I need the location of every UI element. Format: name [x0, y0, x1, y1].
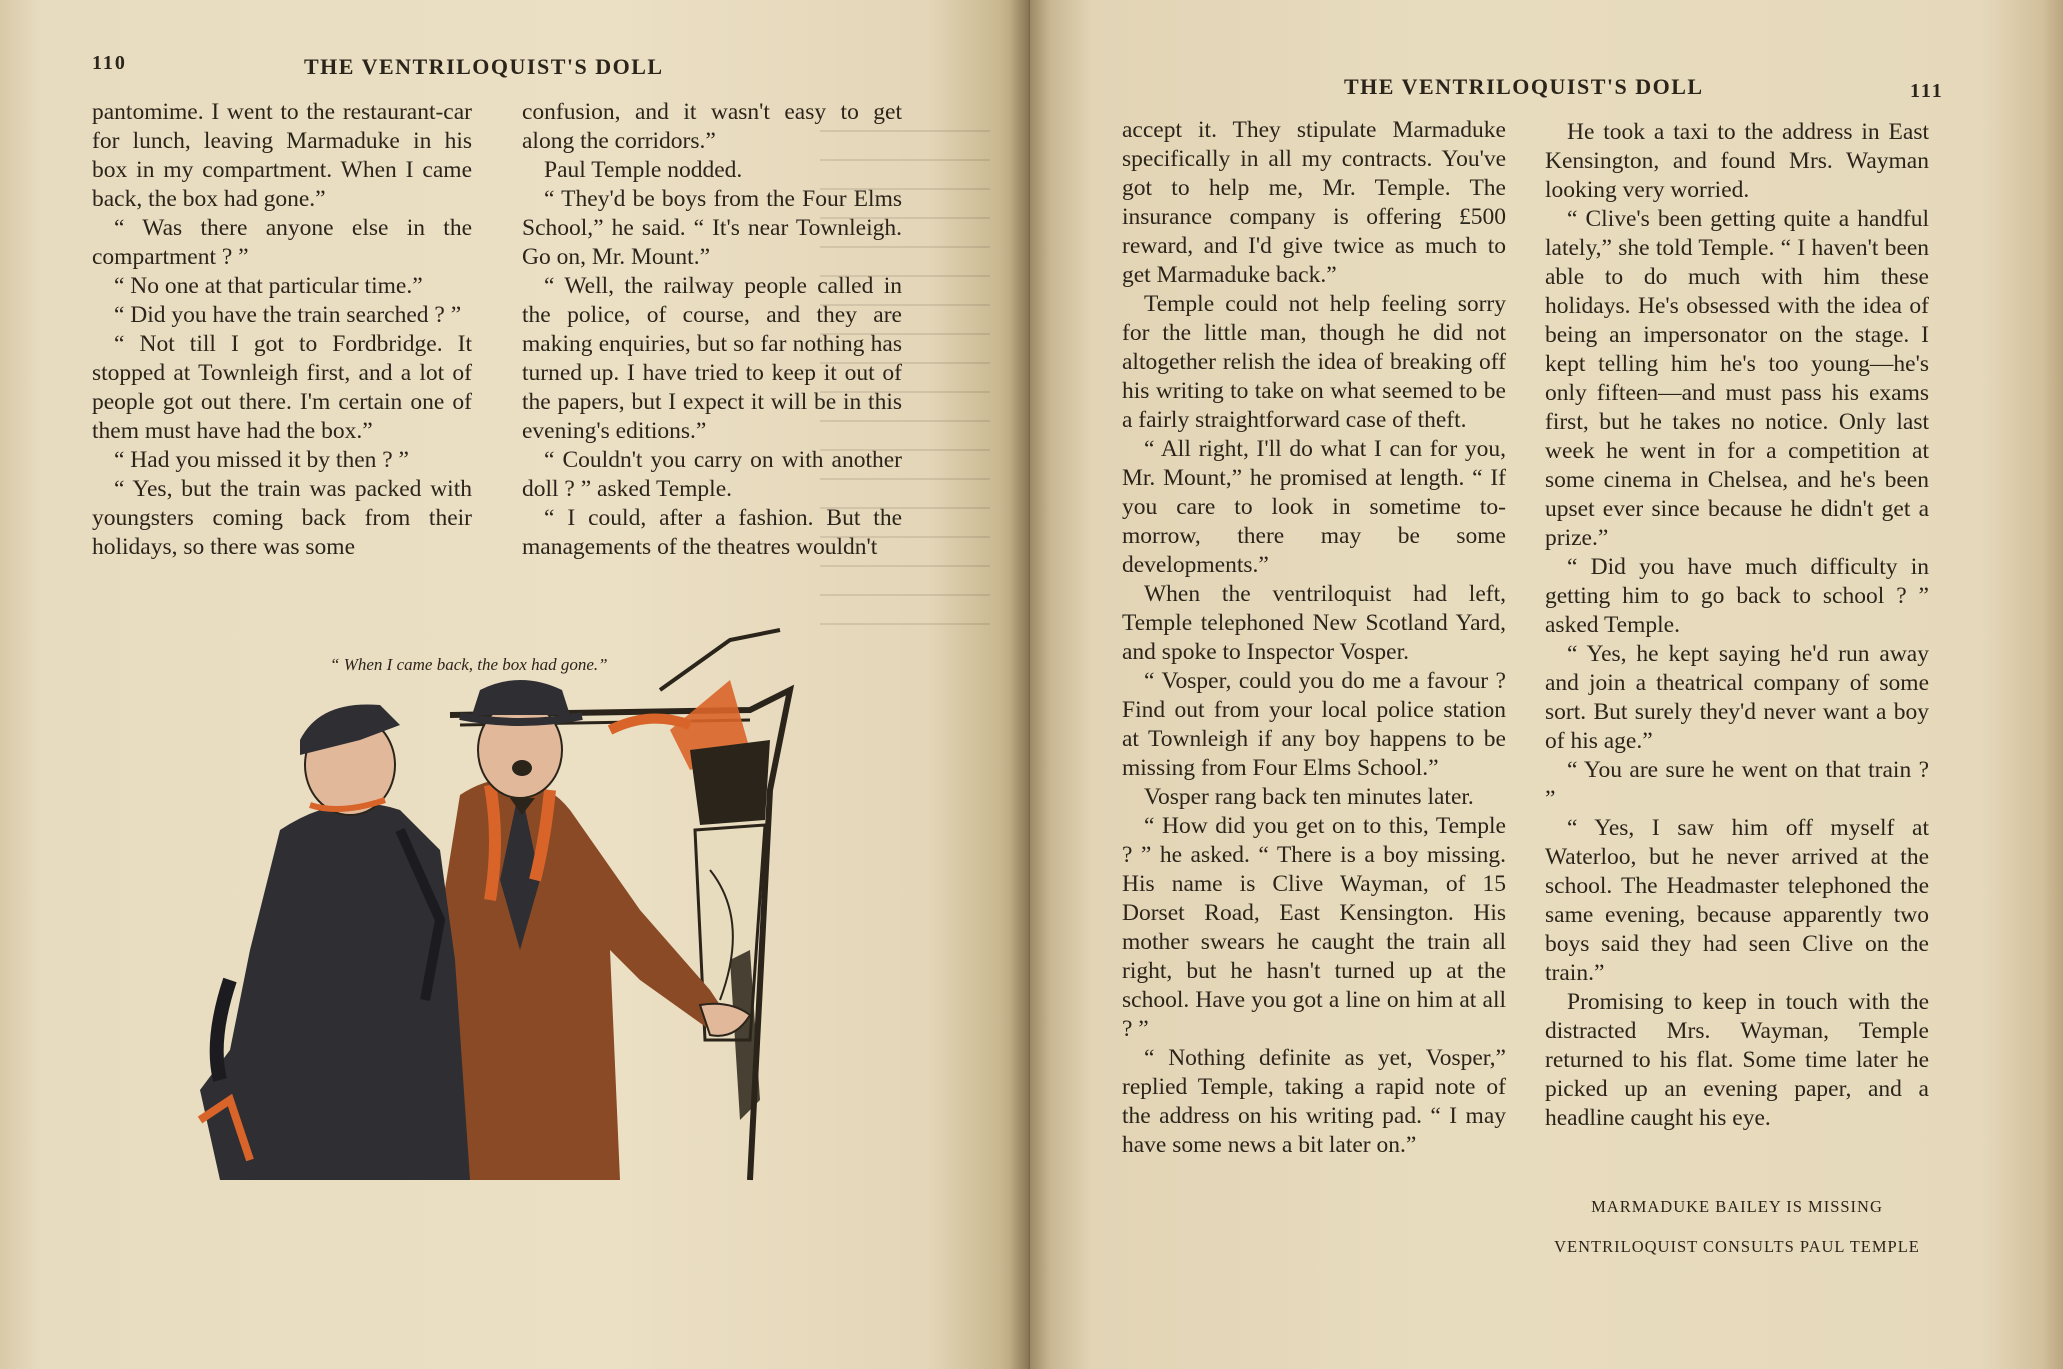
right-page-number: 111	[1910, 80, 1944, 102]
paragraph: Paul Temple nodded.	[544, 157, 743, 183]
paragraph: “ Not till I got to Fordbridge. It stopped at Townleigh first, and a lot of people got out there. I'm certain one of them must have had the box.”	[92, 331, 472, 444]
paragraph: “ Had you missed it by then ? ”	[114, 447, 409, 473]
paragraph: “ Clive's been getting quite a handful lately,” she told Temple. “ I haven't been able to do much with him these holidays. He's obsessed with the idea of being an impersonator on the stage. I kept telling him he's too young—he's only fifteen—and must pass his exams first, but he takes no notice. Only last week he went in for a competition at some cinema in Chelsea, and he's been upset ever since because he didn't get a prize.”	[1545, 206, 1929, 551]
official-figure	[200, 704, 470, 1180]
left-running-head: THE VENTRILOQUIST'S DOLL	[304, 54, 664, 79]
paragraph: “ Yes, he kept saying he'd run away and join a theatrical company of some sort. But surely they'd never want a boy of his age.”	[1545, 641, 1929, 754]
right-running-head: THE VENTRILOQUIST'S DOLL	[1344, 74, 1704, 99]
paragraph: “ Yes, I saw him off myself at Waterloo, but he never arrived at the school. The Headmaster telephoned the same evening, because apparently two boys said they had seen Clive on the train.”	[1545, 815, 1929, 986]
paragraph: “ Was there anyone else in the compartment ? ”	[92, 215, 472, 270]
paragraph: “ How did you get on to this, Temple ? ” he asked. “ There is a boy missing. His name is Clive Wayman, of 15 Dorset Road, East Kensington. His mother swears he caught the train all right, but he hasn't turned up at the school. Have you got a line on him at all ? ”	[1122, 813, 1506, 1042]
paragraph: pantomime. I went to the restaurant-car for lunch, leaving Marmaduke in his box in my compartment. When I came back, the box had gone.”	[92, 99, 472, 212]
paragraph: “ They'd be boys from the Four Elms School,” he said. “ It's near Townleigh. Go on, Mr. Mount.”	[522, 186, 902, 270]
paragraph: Promising to keep in touch with the distracted Mrs. Wayman, Temple returned to his flat. Some time later he picked up an evening paper, and a headline caught his eye.	[1545, 989, 1929, 1131]
paragraph: “ Well, the railway people called in the police, of course, and they are making enquiries, but so far nothing has turned up. I have tried to keep it out of the papers, but I expect it will be in this evening's editions.”	[522, 273, 902, 444]
paragraph: “ I could, after a fashion. But the managements of the theatres wouldn't	[522, 505, 902, 560]
right-page	[1030, 0, 2063, 1369]
paragraph: Temple could not help feeling sorry for the little man, though he did not altogether relish the idea of breaking off his writing to take on what seemed to be a fairly straightforward case of theft.	[1122, 291, 1506, 433]
paragraph: “ Yes, but the train was packed with youngsters coming back from their holidays, so there was some	[92, 476, 472, 560]
show-through-text	[820, 130, 990, 650]
paragraph: accept it. They stipulate Marmaduke specifically in all my contracts. You've got to help me, Mr. Temple. The insurance company is offering £500 reward, and I'd give twice as much to get Marmaduke back.”	[1122, 117, 1506, 288]
paragraph: “ No one at that particular time.”	[114, 273, 423, 299]
right-column-2	[1545, 118, 1929, 1133]
left-page	[0, 0, 1030, 1369]
paragraph: “ Did you have much difficulty in getting him to go back to school ? ” asked Temple.	[1545, 554, 1929, 638]
paragraph: “ Couldn't you carry on with another doll ? ” asked Temple.	[522, 447, 902, 502]
paragraph: When the ventriloquist had left, Temple telephoned New Scotland Yard, and spoke to Inspector Vosper.	[1122, 581, 1506, 665]
paragraph: “ Nothing definite as yet, Vosper,” replied Temple, taking a rapid note of the address on his writing pad. “ I may have some news a bit later on.”	[1122, 1045, 1506, 1158]
paragraph: confusion, and it wasn't easy to get along the corridors.”	[522, 99, 902, 154]
left-column-1	[92, 98, 472, 562]
paragraph: He took a taxi to the address in East Kensington, and found Mrs. Wayman looking very worried.	[1545, 119, 1929, 203]
paragraph: “ You are sure he went on that train ? ”	[1545, 757, 1929, 812]
paragraph: Vosper rang back ten minutes later.	[1144, 784, 1474, 810]
paragraph: “ Did you have the train searched ? ”	[114, 302, 462, 328]
left-page-number: 110	[92, 52, 127, 74]
paragraph: “ Vosper, could you do me a favour ? Find out from your local police station at Townleigh if any boy happens to be missing from Four Elms School.”	[1122, 668, 1506, 781]
newspaper-headline-1: MARMADUKE BAILEY IS MISSING	[1591, 1197, 1883, 1216]
right-column-1	[1122, 116, 1506, 1160]
newspaper-headline-2: VENTRILOQUIST CONSULTS PAUL TEMPLE	[1554, 1237, 1920, 1256]
paragraph: “ All right, I'll do what I can for you, Mr. Mount,” he promised at length. “ If you care to look in sometime to-morrow, there may be some developments.”	[1122, 436, 1506, 578]
illustration-caption: “ When I came back, the box had gone.”	[330, 655, 608, 674]
illustration	[190, 620, 810, 1200]
